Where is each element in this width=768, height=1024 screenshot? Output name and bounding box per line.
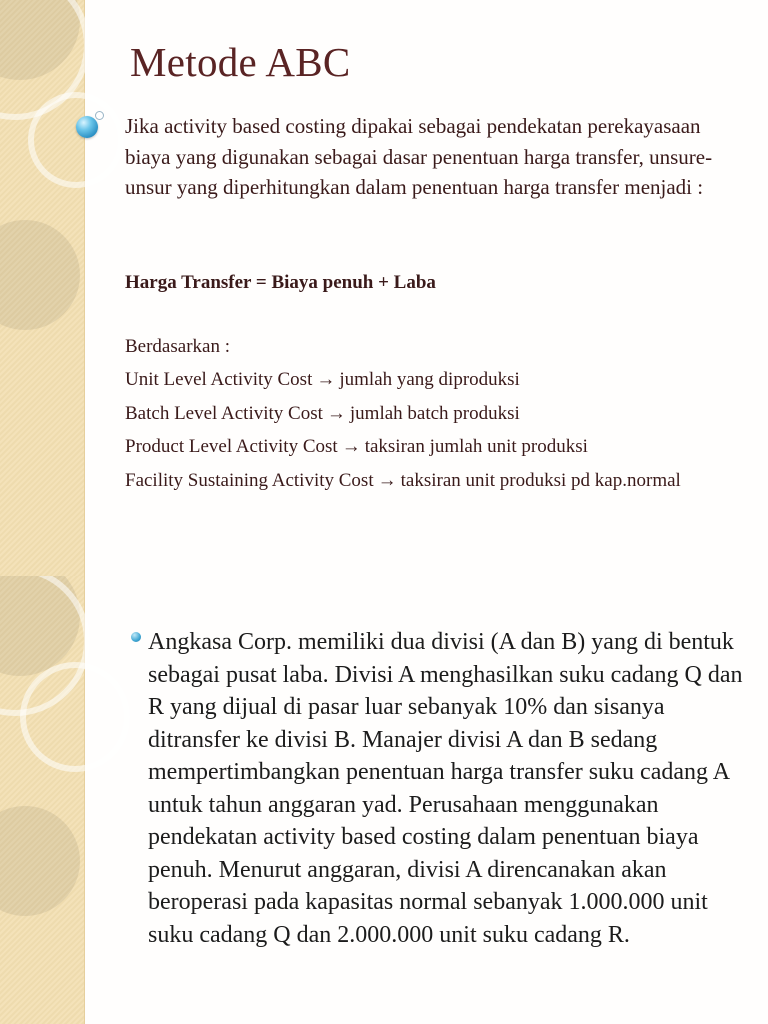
- decorative-disc: [0, 806, 80, 916]
- activity-cost-name: Product Level Activity Cost: [125, 436, 338, 457]
- arrow-right-icon: →: [326, 402, 346, 424]
- list-item: [125, 433, 735, 461]
- decorative-ring: [28, 92, 124, 188]
- activity-cost-name: Facility Sustaining Activity Cost: [125, 469, 374, 491]
- decorative-side-strip: [0, 0, 85, 576]
- slide-title: Metode ABC: [130, 39, 351, 85]
- list-item: [125, 366, 735, 394]
- small-ring-icon: [95, 111, 104, 120]
- activity-cost-name: Batch Level Activity Cost: [125, 402, 323, 424]
- arrow-right-icon: →: [341, 436, 361, 457]
- decorative-ring: [20, 662, 130, 772]
- round-bullet-icon: [131, 632, 141, 642]
- decorative-disc: [0, 220, 80, 330]
- list-item: [125, 467, 735, 495]
- activity-basis-list: [125, 366, 735, 500]
- basis-label: Berdasarkan :: [125, 336, 230, 357]
- activity-cost-basis: jumlah yang diproduksi: [339, 369, 520, 390]
- case-study-paragraph: Angkasa Corp. memiliki dua divisi (A dan B) yang di bentuk sebagai pusat laba. Divisi A menghasilkan suku cadang Q dan R yang dijual di pasar luar sebanyak 10% dan sisanya ditransfer ke divisi B. Manajer divisi A dan B sedang mempertimbangkan penentuan harga transfer suku cadang A untuk tahun anggaran yad. Perusahaan menggunakan pendekatan activity based costing dalam penentuan biaya penuh. Menurut anggaran, divisi A direncanakan akan beroperasi pada kapasitas normal sebanyak 1.000.000 unit suku cadang Q dan 2.000.000 unit suku cadang R.: [148, 629, 743, 948]
- activity-cost-basis: taksiran jumlah unit produksi: [364, 436, 588, 457]
- intro-paragraph: Jika activity based costing dipakai sebagai pendekatan perekayasaan biaya yang digunakan sebagai dasar penentuan harga transfer, unsure-unsur yang diperhitungkan dalam penentuan harga transfer menjadi :: [125, 114, 713, 199]
- blue-orb-bullet-icon: [76, 116, 98, 138]
- activity-cost-basis: taksiran unit produksi pd kap.normal: [400, 469, 681, 491]
- arrow-right-icon: →: [377, 469, 397, 491]
- transfer-price-formula: Harga Transfer = Biaya penuh + Laba: [125, 272, 436, 293]
- arrow-right-icon: →: [316, 369, 336, 390]
- activity-cost-name: Unit Level Activity Cost: [125, 369, 313, 390]
- list-item: [125, 400, 735, 428]
- activity-cost-basis: jumlah batch produksi: [349, 402, 520, 424]
- decorative-side-strip: [0, 576, 85, 1024]
